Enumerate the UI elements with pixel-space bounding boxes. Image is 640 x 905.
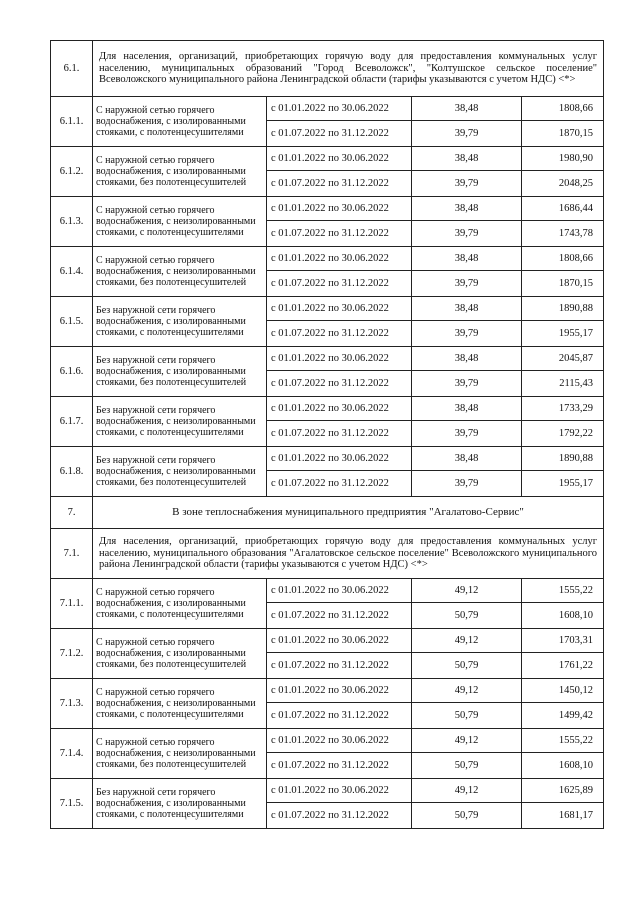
tariff-row (51, 447, 604, 471)
tariff-component-second-half: 39,79 (412, 471, 522, 497)
tariff-component-first-half: 38,48 (412, 247, 522, 271)
tariff-value-first-half: 1703,31 (522, 629, 604, 653)
tariff-value-first-half: 1625,89 (522, 779, 604, 803)
tariff-row (51, 197, 604, 221)
period-first-half: с 01.01.2022 по 30.06.2022 (267, 629, 412, 653)
tariff-row (51, 779, 604, 803)
tariff-component-second-half: 50,79 (412, 803, 522, 829)
tariff-value-second-half: 1499,42 (522, 703, 604, 729)
period-first-half: с 01.01.2022 по 30.06.2022 (267, 397, 412, 421)
period-second-half: с 01.07.2022 по 31.12.2022 (267, 321, 412, 347)
period-first-half: с 01.01.2022 по 30.06.2022 (267, 97, 412, 121)
tariff-component-first-half: 38,48 (412, 297, 522, 321)
tariff-row (51, 629, 604, 653)
period-second-half: с 01.07.2022 по 31.12.2022 (267, 653, 412, 679)
tariff-row (51, 679, 604, 703)
row-description: С наружной сетью горячего водоснабжения, с изолированными стояками, без полотенцесушителей (93, 629, 267, 679)
period-second-half: с 01.07.2022 по 31.12.2022 (267, 371, 412, 397)
tariff-table-body (51, 41, 604, 829)
tariff-component-second-half: 50,79 (412, 603, 522, 629)
tariff-row (51, 147, 604, 171)
tariff-value-first-half: 1686,44 (522, 197, 604, 221)
row-number: 7.1.5. (51, 779, 93, 829)
period-first-half: с 01.01.2022 по 30.06.2022 (267, 247, 412, 271)
tariff-row (51, 247, 604, 271)
period-first-half: с 01.01.2022 по 30.06.2022 (267, 679, 412, 703)
row-description: С наружной сетью горячего водоснабжения, с изолированными стояками, с полотенцесушителями (93, 579, 267, 629)
period-second-half: с 01.07.2022 по 31.12.2022 (267, 471, 412, 497)
tariff-value-first-half: 1555,22 (522, 579, 604, 603)
row-description: С наружной сетью горячего водоснабжения, с неизолированными стояками, без полотенцесушителей (93, 729, 267, 779)
tariff-component-second-half: 39,79 (412, 171, 522, 197)
period-first-half: с 01.01.2022 по 30.06.2022 (267, 147, 412, 171)
tariff-component-second-half: 39,79 (412, 421, 522, 447)
section-header-text: Для населения, организаций, приобретающих горячую воду для предоставления коммунальных услуг населению, муниципальных образований "Город Всеволожск", "Колтушское сельское поселение" Всеволожского муниципального района Ленинградской области (тарифы указываются с учетом НДС) <*> (93, 41, 604, 97)
period-second-half: с 01.07.2022 по 31.12.2022 (267, 803, 412, 829)
period-second-half: с 01.07.2022 по 31.12.2022 (267, 753, 412, 779)
tariff-component-first-half: 38,48 (412, 197, 522, 221)
tariff-component-second-half: 39,79 (412, 321, 522, 347)
tariff-value-second-half: 1870,15 (522, 271, 604, 297)
tariff-component-first-half: 38,48 (412, 447, 522, 471)
tariff-value-second-half: 1870,15 (522, 121, 604, 147)
tariff-component-first-half: 49,12 (412, 679, 522, 703)
tariff-value-second-half: 1792,22 (522, 421, 604, 447)
tariff-component-first-half: 38,48 (412, 347, 522, 371)
tariff-value-second-half: 2115,43 (522, 371, 604, 397)
row-number: 7.1.2. (51, 629, 93, 679)
tariff-value-second-half: 1955,17 (522, 471, 604, 497)
tariff-component-second-half: 50,79 (412, 703, 522, 729)
row-number: 6.1.6. (51, 347, 93, 397)
row-description: Без наружной сети горячего водоснабжения, с неизолированными стояками, с полотенцесушителями (93, 397, 267, 447)
period-second-half: с 01.07.2022 по 31.12.2022 (267, 603, 412, 629)
tariff-value-first-half: 1808,66 (522, 247, 604, 271)
tariff-value-first-half: 1890,88 (522, 447, 604, 471)
tariff-component-first-half: 49,12 (412, 779, 522, 803)
tariff-value-second-half: 1761,22 (522, 653, 604, 679)
tariff-component-first-half: 38,48 (412, 147, 522, 171)
period-first-half: с 01.01.2022 по 30.06.2022 (267, 729, 412, 753)
tariff-row (51, 729, 604, 753)
row-number: 6.1.2. (51, 147, 93, 197)
period-second-half: с 01.07.2022 по 31.12.2022 (267, 121, 412, 147)
period-second-half: с 01.07.2022 по 31.12.2022 (267, 171, 412, 197)
tariff-component-first-half: 49,12 (412, 579, 522, 603)
tariff-component-first-half: 49,12 (412, 629, 522, 653)
tariff-row (51, 397, 604, 421)
tariff-row (51, 97, 604, 121)
tariff-value-second-half: 1608,10 (522, 603, 604, 629)
tariff-component-second-half: 39,79 (412, 221, 522, 247)
zone-title: В зоне теплоснабжения муниципального предприятия "Агалатово-Сервис" (93, 497, 604, 529)
row-number: 6.1.8. (51, 447, 93, 497)
row-number: 6.1.4. (51, 247, 93, 297)
period-second-half: с 01.07.2022 по 31.12.2022 (267, 421, 412, 447)
period-first-half: с 01.01.2022 по 30.06.2022 (267, 447, 412, 471)
tariff-value-first-half: 1450,12 (522, 679, 604, 703)
row-description: Без наружной сети горячего водоснабжения, с неизолированными стояками, без полотенцесушителей (93, 447, 267, 497)
tariff-row (51, 297, 604, 321)
tariff-component-first-half: 49,12 (412, 729, 522, 753)
tariff-component-second-half: 39,79 (412, 271, 522, 297)
row-description: С наружной сетью горячего водоснабжения, с неизолированными стояками, с полотенцесушителями (93, 197, 267, 247)
tariff-value-second-half: 1743,78 (522, 221, 604, 247)
row-description: С наружной сетью горячего водоснабжения, с неизолированными стояками, без полотенцесушителей (93, 247, 267, 297)
row-description: С наружной сетью горячего водоснабжения, с неизолированными стояками, с полотенцесушителями (93, 679, 267, 729)
row-description: С наружной сетью горячего водоснабжения, с изолированными стояками, без полотенцесушителей (93, 147, 267, 197)
zone-row (51, 497, 604, 529)
section-header-row (51, 41, 604, 97)
row-number: 7.1.1. (51, 579, 93, 629)
period-first-half: с 01.01.2022 по 30.06.2022 (267, 579, 412, 603)
period-second-half: с 01.07.2022 по 31.12.2022 (267, 703, 412, 729)
row-number: 7.1.3. (51, 679, 93, 729)
row-number: 7.1.4. (51, 729, 93, 779)
section-number: 7.1. (51, 529, 93, 579)
row-description: Без наружной сети горячего водоснабжения, с изолированными стояками, с полотенцесушителями (93, 297, 267, 347)
tariff-value-second-half: 1955,17 (522, 321, 604, 347)
tariff-value-first-half: 2045,87 (522, 347, 604, 371)
section-number: 6.1. (51, 41, 93, 97)
row-description: С наружной сетью горячего водоснабжения, с изолированными стояками, с полотенцесушителями (93, 97, 267, 147)
row-number: 6.1.7. (51, 397, 93, 447)
row-number: 6.1.1. (51, 97, 93, 147)
period-second-half: с 01.07.2022 по 31.12.2022 (267, 221, 412, 247)
tariff-value-first-half: 1555,22 (522, 729, 604, 753)
row-number: 6.1.5. (51, 297, 93, 347)
tariff-component-first-half: 38,48 (412, 397, 522, 421)
period-first-half: с 01.01.2022 по 30.06.2022 (267, 779, 412, 803)
tariff-value-second-half: 2048,25 (522, 171, 604, 197)
tariff-component-second-half: 50,79 (412, 653, 522, 679)
period-first-half: с 01.01.2022 по 30.06.2022 (267, 347, 412, 371)
tariff-component-second-half: 50,79 (412, 753, 522, 779)
row-description: Без наружной сети горячего водоснабжения, с изолированными стояками, без полотенцесушителей (93, 347, 267, 397)
section-header-text: Для населения, организаций, приобретающих горячую воду для предоставления коммунальных услуг населению, муниципального образования "Агалатовское сельское поселение" Всеволожского муниципального района Ленинградской области (тарифы указываются с учетом НДС) <*> (93, 529, 604, 579)
row-description: Без наружной сети горячего водоснабжения, с изолированными стояками, с полотенцесушителями (93, 779, 267, 829)
section-header-row (51, 529, 604, 579)
tariff-value-second-half: 1681,17 (522, 803, 604, 829)
period-first-half: с 01.01.2022 по 30.06.2022 (267, 197, 412, 221)
tariff-value-first-half: 1733,29 (522, 397, 604, 421)
row-number: 6.1.3. (51, 197, 93, 247)
period-second-half: с 01.07.2022 по 31.12.2022 (267, 271, 412, 297)
tariff-component-second-half: 39,79 (412, 121, 522, 147)
tariff-row (51, 347, 604, 371)
zone-number: 7. (51, 497, 93, 529)
tariff-row (51, 579, 604, 603)
tariff-value-first-half: 1980,90 (522, 147, 604, 171)
tariff-value-first-half: 1890,88 (522, 297, 604, 321)
tariff-table (50, 40, 604, 829)
period-first-half: с 01.01.2022 по 30.06.2022 (267, 297, 412, 321)
tariff-value-first-half: 1808,66 (522, 97, 604, 121)
tariff-component-first-half: 38,48 (412, 97, 522, 121)
tariff-component-second-half: 39,79 (412, 371, 522, 397)
tariff-value-second-half: 1608,10 (522, 753, 604, 779)
